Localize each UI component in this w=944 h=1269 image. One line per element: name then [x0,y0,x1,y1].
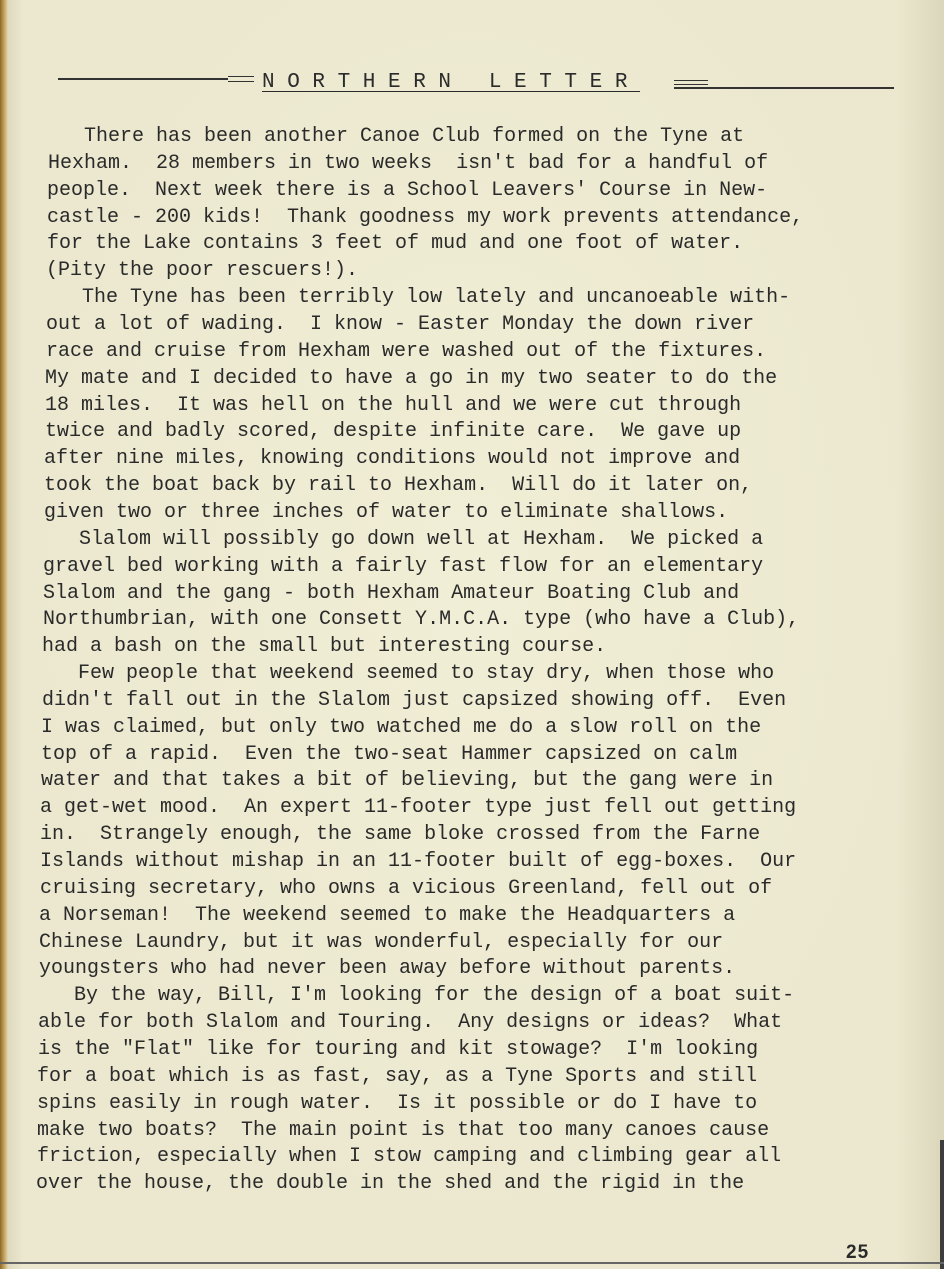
text-line: youngsters who had never been away before without parents. [39,957,736,981]
text-line: spins easily in rough water. Is it possible or do I have to [37,1091,758,1115]
text-line: able for both Slalom and Touring. Any designs or ideas? What [38,1011,783,1035]
text-line: gravel bed working with a fairly fast flow for an elementary [43,554,764,578]
text-line: over the house, the double in the shed and the rigid in the [36,1172,745,1196]
text-line: people. Next week there is a School Leavers' Course in New- [47,178,768,202]
text-line: cruising secretary, who owns a vicious Greenland, fell out of [40,876,773,900]
text-line: Slalom and the gang - both Hexham Amateur Boating Club and [43,581,740,605]
text-line: Islands without mishap in an 11-footer built of egg-boxes. Our [40,850,797,873]
text-line: Hexham. 28 members in two weeks isn't bad for a handful of [48,151,769,175]
text-line: race and cruise from Hexham were washed out of the fixtures. [46,339,767,363]
text-line: twice and badly scored, despite infinite care. We gave up [45,420,742,444]
text-line: is the "Flat" like for touring and kit stowage? I'm looking [38,1037,759,1061]
text-line: had a bash on the small but interesting course. [42,635,607,659]
text-line: friction, especially when I stow camping and climbing gear all [37,1145,782,1169]
text-line: didn't fall out in the Slalom just capsized showing off. Even [42,688,787,712]
page-title: NORTHERN LETTER [262,71,641,94]
text-line: a get-wet mood. An expert 11-footer type just fell out getting [40,796,797,820]
text-line: in. Strangely enough, the same bloke crossed from the Farne [40,823,761,847]
text-line: Few people that weekend seemed to stay dry, when those who [42,662,775,685]
text-line: Chinese Laundry, but it was wonderful, especially for our [39,930,724,954]
text-line: (Pity the poor rescuers!). [46,259,359,283]
page-number: 25 [846,1242,870,1263]
text-line: castle - 200 kids! Thank goodness my work prevents attendance, [47,205,804,229]
text-line: My mate and I decided to have a go in my two seater to do the [45,366,778,390]
text-line: 18 miles. It was hell on the hull and we were cut through [45,393,742,417]
text-line: I was claimed, but only two watched me do a slow roll on the [41,715,762,739]
text-line: The Tyne has been terribly low lately and uncanoeable with- [46,286,791,310]
text-line: for the Lake contains 3 feet of mud and one foot of water. [47,232,744,256]
text-line: after nine miles, knowing conditions would not improve and [44,447,741,471]
text-line: water and that takes a bit of believing, but the gang were in [41,769,774,793]
text-line: given two or three inches of water to eliminate shallows. [44,500,729,524]
text-line: Northumbrian, with one Consett Y.M.C.A. type (who have a Club), [43,608,800,632]
text-line: for a boat which is as fast, say, as a Tyne Sports and still [37,1064,758,1088]
text-line: make two boats? The main point is that too many canoes cause [37,1118,770,1142]
text-line: There has been another Canoe Club formed on the Tyne at [48,125,745,148]
text-line: out a lot of wading. I know - Easter Monday the down river [46,313,755,336]
page-bottom-edge [0,1262,944,1264]
text-line: top of a rapid. Even the two-seat Hammer capsized on calm [41,742,738,766]
text-line: took the boat back by rail to Hexham. Will do it later on, [44,474,753,498]
text-line: Slalom will possibly go down well at Hexham. We picked a [43,527,764,551]
text-line: a Norseman! The weekend seemed to make the Headquarters a [39,903,736,927]
text-line: By the way, Bill, I'm looking for the design of a boat suit- [38,984,795,1008]
